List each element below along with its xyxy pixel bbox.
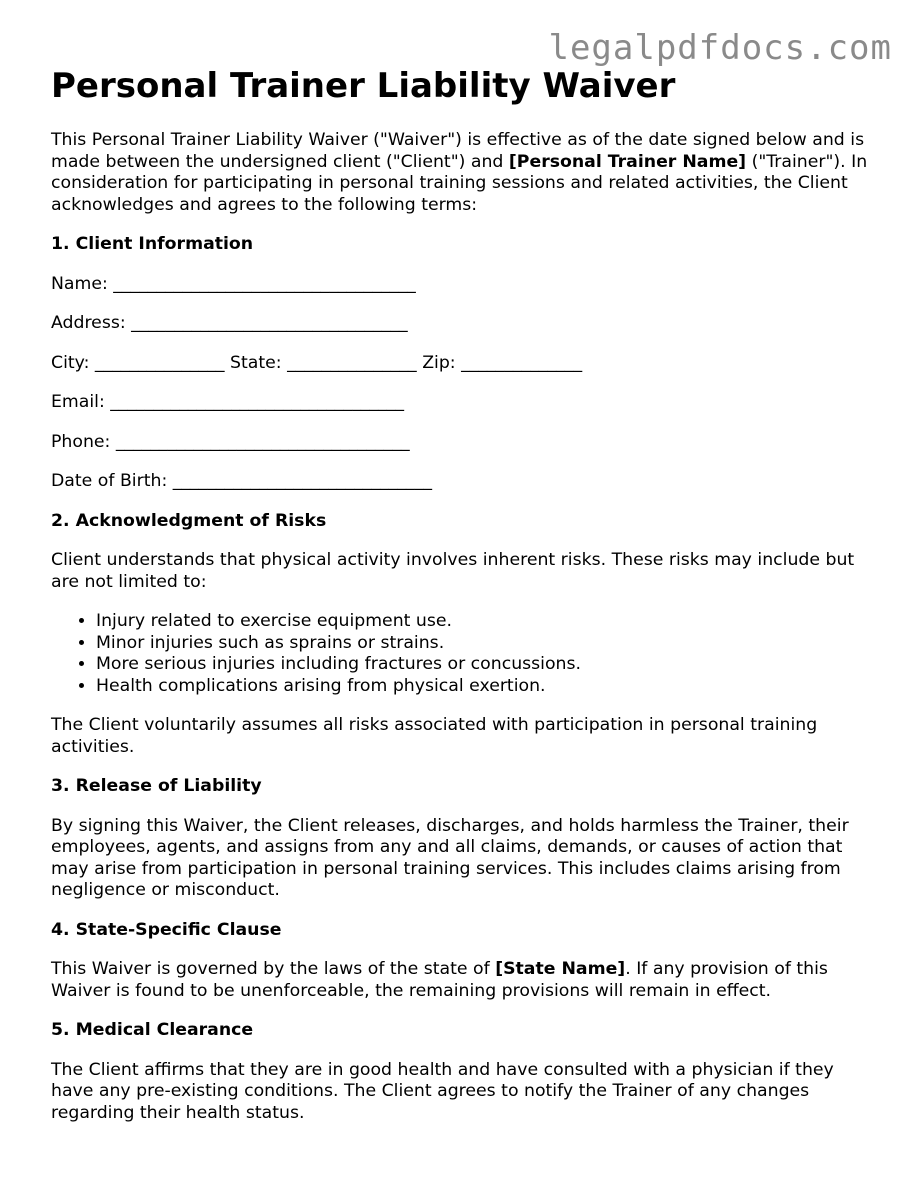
phone-field[interactable]: Phone: __________________________________ [51,431,410,452]
state-clause-paragraph [51,959,871,1002]
email-field[interactable]: Email: __________________________________ [51,392,405,412]
state-clause-part2: . If any provision of this Waiver is found to be unenforceable, the remaining provisions will remain in effect. [51,959,828,1001]
risk-item: • Injury related to exercise equipment use. [96,611,871,633]
risk-item: • More serious injuries including fractures or concussions. [96,654,871,676]
intro-text-part1: This Personal Trainer Liability Waiver ("Waiver") is effective as of the date signed below and is made between the undersigned client ("Client") and [51,130,865,172]
state-clause-part1: This Waiver is governed by the laws of the state of [51,959,496,979]
intro-text-part2: ("Trainer"). In consideration for participating in personal training sessions and related activities, the Client acknowledges and agrees to the following terms: [51,151,868,215]
intro-paragraph [51,130,871,216]
section-heading-release-of-liability: 3. Release of Liability [51,776,262,796]
risks-intro: Client understands that physical activity involves inherent risks. These risks may include but are not limited to: [51,550,855,592]
section-heading-acknowledgment-of-risks: 2. Acknowledgment of Risks [51,510,327,531]
risks-list [51,611,871,697]
document-title: Personal Trainer Liability Waiver [51,66,676,106]
document-page [51,64,871,1142]
section-heading-medical-clearance: 5. Medical Clearance [51,1020,254,1040]
risks-closing: The Client voluntarily assumes all risks associated with participation in personal training activities. [51,715,818,757]
name-field[interactable]: Name: ___________________________________ [51,273,416,294]
risk-item: • Minor injuries such as sprains or strains. [96,633,871,655]
release-of-liability-text: By signing this Waiver, the Client releases, discharges, and holds harmless the Trainer, their employees, agents, and assigns from any and all claims, demands, or causes of action that may arise from participation in personal training services. This includes claims arising from negligence or misconduct. [51,815,849,900]
watermark: legalpdfdocs.com [548,28,892,68]
address-field[interactable]: Address: ________________________________ [51,313,408,333]
trainer-name-placeholder: [Personal Trainer Name] [508,151,747,172]
state-name-placeholder: [State Name] [495,959,626,979]
section-heading-client-information: 1. Client Information [51,234,254,254]
medical-clearance-text: The Client affirms that they are in good health and have consulted with a physician if they have any pre-existing conditions. The Client agrees to notify the Trainer of any changes regarding their health status. [51,1059,834,1123]
section-heading-state-specific-clause: 4. State-Specific Clause [51,919,282,940]
date-of-birth-field[interactable]: Date of Birth: ______________________________ [51,471,432,491]
city-state-zip-field[interactable]: City: _______________ State: _______________ Zip: ______________ [51,352,583,373]
risk-item: • Health complications arising from physical exertion. [96,676,871,698]
